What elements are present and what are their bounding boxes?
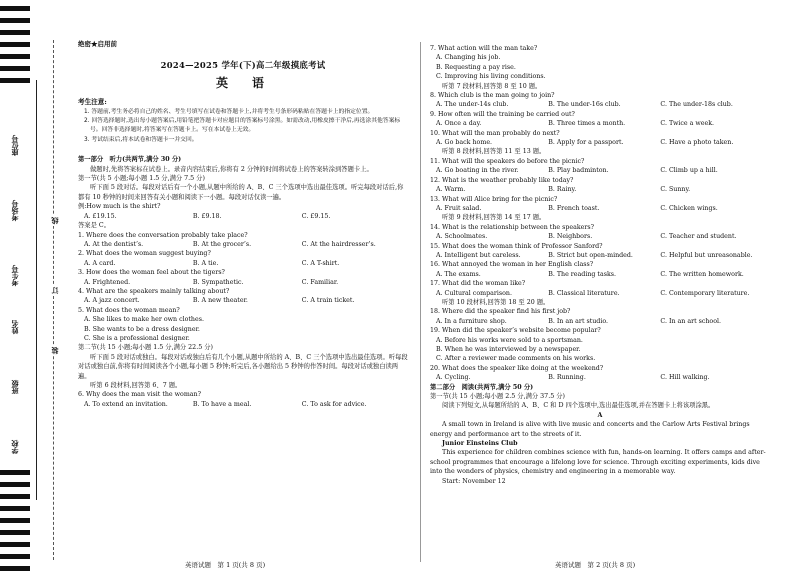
option: A. In a furniture shop. <box>436 317 507 325</box>
section2-title: 第二节(共 15 小题;每小题 1.5 分,满分 22.5 分) <box>78 344 213 352</box>
option: A. £19.15. <box>84 212 117 220</box>
binding-stripe <box>0 518 30 523</box>
option: B. To have a meal. <box>192 400 252 408</box>
option: C. In an art school. <box>660 317 722 325</box>
candidate-number-label: 考生号 <box>10 265 19 286</box>
option: B. Play badminton. <box>548 167 609 175</box>
binding-stripe <box>0 30 30 35</box>
binding-stripe <box>0 6 30 11</box>
seat-number-label: 座位号 <box>10 135 19 156</box>
page-footer-1: 英语试题 第 1 页(共 8 页) <box>185 561 266 569</box>
binding-stripe <box>0 470 30 475</box>
option: B. In an art studio. <box>548 317 609 325</box>
option: B. The under-16s club. <box>548 101 621 109</box>
option: B. Neighbors. <box>548 233 593 241</box>
binding-line <box>36 80 37 500</box>
binding-stripe <box>0 506 30 511</box>
part1-title: 第一部分 听力(共两节,满分 30 分) <box>78 156 182 164</box>
material-10-note: 听第 10 段材料,回答第 18 至 20 题。 <box>442 298 550 306</box>
question-8: 8. Which club is the man going to join? <box>430 92 555 100</box>
notice-item: 2. 回答选择题时,选出每小题答案后,用铅笔把答题卡对应题目的答案标号涂黑。如需改动,用橡皮擦干净后,再选涂其他答案标号。回答非选择题时,将答案写在答题卡上。写在本试卷上无效。 <box>84 118 401 134</box>
passage-paragraph: This experience for children combines science with fun, hands-on learning. It offers camps and after-school programmes that encourage a lifelong love for science. Through exciting experiments, kids dive into the wonders of physics, chemistry and engineering in a memorable way. <box>430 449 766 476</box>
binding-stripe <box>0 530 30 535</box>
question-3-options <box>78 278 408 287</box>
option: A. Go back home. <box>436 139 493 147</box>
question-14: 14. What is the relationship between the speakers? <box>430 223 595 231</box>
binding-stripe <box>0 66 30 71</box>
question-13: 13. What will Alice bring for the picnic? <box>430 195 558 203</box>
option: A. Intelligent but careless. <box>436 251 521 259</box>
question-7: 7. What action will the man take? <box>430 45 538 52</box>
exam-room-label: 考场号 <box>10 200 19 221</box>
option: A. To extend an invitation. <box>84 400 168 408</box>
question-1: 1. Where does the conversation probably take place? <box>78 231 248 239</box>
binding-stripe <box>0 482 30 487</box>
option: C. A train ticket. <box>301 297 355 305</box>
option: B. A tie. <box>192 259 219 267</box>
question-4-options <box>78 296 408 305</box>
option: C. At the hairdresser’s. <box>301 240 376 248</box>
option: C. Chicken wings. <box>660 204 718 212</box>
option: A. The under-14s club. <box>436 101 509 109</box>
cut-line <box>53 40 54 560</box>
option: A. At the dentist’s. <box>84 240 144 248</box>
material-7-note: 听第 7 段材料,回答第 8 至 10 题。 <box>442 82 542 90</box>
option: C. The under-18s club. <box>660 101 733 109</box>
question-18-options <box>430 317 770 326</box>
question-20: 20. What does the speaker like doing at the weekend? <box>430 364 604 372</box>
option: B. She wants to be a dress designer. <box>84 325 200 333</box>
question-6: 6. Why does the man visit the woman? <box>78 391 201 399</box>
question-9: 9. How often will the training be carried out? <box>430 110 575 118</box>
question-8-options <box>430 100 770 109</box>
binding-strip <box>0 0 62 579</box>
question-12-options <box>430 185 770 194</box>
question-9-options <box>430 119 770 128</box>
question-10-options <box>430 138 770 147</box>
school-label: 学校 <box>10 440 19 454</box>
example-answer: 答案是 C。 <box>78 222 111 230</box>
secret-mark: 绝密★启用前 <box>78 40 117 48</box>
option: B. Classical literature. <box>548 289 620 297</box>
option: B. Strict but open-minded. <box>548 251 633 259</box>
subject-title: 英 语 <box>215 75 270 90</box>
material-6-note: 听第 6 段材料,回答第 6、7 题。 <box>90 382 182 389</box>
option: B. Sympathetic. <box>192 278 244 286</box>
part2-section1-title: 第一节(共 15 小题;每小题 2.5 分,满分 37.5 分) <box>430 393 565 401</box>
binding-stripe <box>0 494 30 499</box>
option: C. Twice a week. <box>660 120 715 128</box>
option: A. She likes to make her own clothes. <box>84 316 204 324</box>
cut-word-pack: 装 <box>50 347 59 354</box>
option: C. A T-shirt. <box>301 259 340 267</box>
question-11-options <box>430 166 770 175</box>
question-12: 12. What is the weather probably like today? <box>430 176 574 184</box>
option: C. Helpful but unreasonable. <box>660 251 753 259</box>
binding-stripe <box>0 54 30 59</box>
question-14-options <box>430 232 770 241</box>
option: B. Requesting a pay rise. <box>436 63 516 71</box>
section1-title: 第一节(共 5 小题;每小题 1.5 分,满分 7.5 分) <box>78 175 205 183</box>
binding-stripe <box>0 566 30 571</box>
option: C. £9.15. <box>301 212 331 220</box>
question-2: 2. What does the woman suggest buying? <box>78 250 211 258</box>
binding-stripe <box>0 18 30 23</box>
option: C. Sunny. <box>660 186 691 194</box>
option: A. Fruit salad. <box>436 204 482 212</box>
binding-stripe <box>0 42 30 47</box>
question-3: 3. How does the woman feel about the tigers? <box>78 269 225 277</box>
question-16-options <box>430 270 770 279</box>
option: C. Hill walking. <box>660 374 710 382</box>
passage-paragraph: A small town in Ireland is alive with live music and concerts and the Carlow Arts Festival brings energy and performance art to the streets of it. <box>430 421 750 438</box>
club-title: Junior Einsteins Club <box>442 440 518 448</box>
question-15: 15. What does the woman think of Professor Sanford? <box>430 242 603 250</box>
question-6-options <box>78 400 408 409</box>
option: B. Running. <box>548 374 586 382</box>
right-column <box>430 44 770 486</box>
option: A. Changing his job. <box>436 54 501 62</box>
cut-word-bind: 订 <box>50 287 59 294</box>
left-column <box>78 40 408 409</box>
question-13-options <box>430 204 770 213</box>
option: C. She is a professional designer. <box>84 334 190 342</box>
notice-item: 1. 答题前,考生务必将自己的姓名、考生号填写在试卷和答题卡上,并将考生号条形码粘贴在答题卡上的指定位置。 <box>84 108 374 115</box>
option: A. Once a day. <box>436 120 482 128</box>
example-options <box>78 212 408 221</box>
option: A. A card. <box>84 259 116 267</box>
option: C. Teacher and student. <box>660 233 737 241</box>
material-8-note: 听第 8 段材料,回答第 11 至 13 题。 <box>442 148 546 156</box>
material-9-note: 听第 9 段材料,回答第 14 至 17 题。 <box>442 214 546 222</box>
option: A. Warm. <box>436 186 466 194</box>
option: C. After a reviewer made comments on his works. <box>436 355 596 363</box>
cut-word-line: 线 <box>50 217 59 224</box>
question-10: 10. What will the man probably do next? <box>430 129 560 137</box>
option: B. Apply for a passport. <box>548 139 624 147</box>
option: C. Familiar. <box>301 278 339 286</box>
option: C. Contemporary literature. <box>660 289 750 297</box>
option: B. At the grocer’s. <box>192 240 252 248</box>
section2-intro: 听下面 5 段对话或独白。每段对话或独白后有几个小题,从题中所给的 A、B、C 三个选项中选出最佳选项。听每段对话或独白前,你将有时间阅读各个小题,每小题 5 秒钟;听完后,各小题给出 5 秒钟的作答时间。每段对话或独白读两遍。 <box>78 353 408 380</box>
start-date: Start: November 12 <box>442 477 506 485</box>
option: A. Schoolmates. <box>436 233 488 241</box>
option: A. Cycling. <box>436 374 471 382</box>
question-18: 18. Where did the speaker find his first job? <box>430 308 571 316</box>
option: B. Three times a month. <box>548 120 626 128</box>
page-footer-2: 英语试题 第 2 页(共 8 页) <box>555 561 636 569</box>
option: C. The written homework. <box>660 270 744 278</box>
option: A. Cultural comparison. <box>436 289 512 297</box>
option: A. The exams. <box>436 270 481 278</box>
option: C. Improving his living conditions. <box>436 73 546 81</box>
question-2-options <box>78 259 408 268</box>
notice-item: 3. 考试结束后,将本试卷和答题卡一并交回。 <box>84 136 198 143</box>
option: A. Before his works were sold to a sportsman. <box>436 336 583 344</box>
class-label: 班级 <box>10 380 19 394</box>
question-5: 5. What does the woman mean? <box>78 306 180 314</box>
binding-stripe <box>0 542 30 547</box>
question-16: 16. What annoyed the woman in her English class? <box>430 261 594 269</box>
question-4: 4. What are the speakers mainly talking about? <box>78 287 230 295</box>
notice-title: 考生注意: <box>78 98 107 107</box>
binding-stripe <box>0 554 30 559</box>
question-17: 17. What did the woman like? <box>430 280 526 288</box>
option: B. The reading tasks. <box>548 270 616 278</box>
question-15-options <box>430 251 770 260</box>
option: B. French toast. <box>548 204 600 212</box>
option: A. Go boating in the river. <box>436 167 519 175</box>
option: A. A jazz concert. <box>84 297 140 305</box>
option: B. Rainy. <box>548 186 577 194</box>
part2-section1-intro: 阅读下列短文,从每题所给的 A、B、C 和 D 四个选项中,选出最佳选项,并在答题卡上将该项涂黑。 <box>442 402 715 410</box>
part1-intro: 做题时,先将答案标在试卷上。录音内容结束后,你将有 2 分钟的时间将试卷上的答案转涂到答题卡上。 <box>90 165 373 173</box>
option: A. Frightened. <box>84 278 131 286</box>
column-divider <box>420 42 421 562</box>
option: C. Have a photo taken. <box>660 139 734 147</box>
exam-title: 2024—2025 学年(下)高二年级摸底考试 <box>160 60 326 71</box>
section1-intro: 听下面 5 段对话。每段对话后有一个小题,从题中所给的 A、B、C 三个选项中选出最佳选项。听完每段对话后,你都有 10 秒钟的时间来回答有关小题和阅读下一小题。每段对话仅读一遍。 <box>78 184 404 201</box>
passage-label: A <box>597 411 603 419</box>
binding-stripe <box>0 78 30 83</box>
question-11: 11. What will the speakers do before the picnic? <box>430 157 585 165</box>
question-20-options <box>430 373 770 382</box>
question-17-options <box>430 289 770 298</box>
example-question: 例:How much is the shirt? <box>78 203 161 211</box>
question-1-options <box>78 240 408 249</box>
option: C. Climb up a hill. <box>660 167 718 175</box>
option: C. To ask for advice. <box>301 400 367 408</box>
name-label: 姓名 <box>10 320 19 334</box>
question-19: 19. When did the speaker’s website become popular? <box>430 327 601 335</box>
option: B. A new theater. <box>192 297 248 305</box>
option: B. £9.18. <box>192 212 222 220</box>
part2-title: 第二部分 阅读(共两节,满分 50 分) <box>430 383 534 391</box>
option: B. When he was interviewed by a newspaper. <box>436 346 581 353</box>
